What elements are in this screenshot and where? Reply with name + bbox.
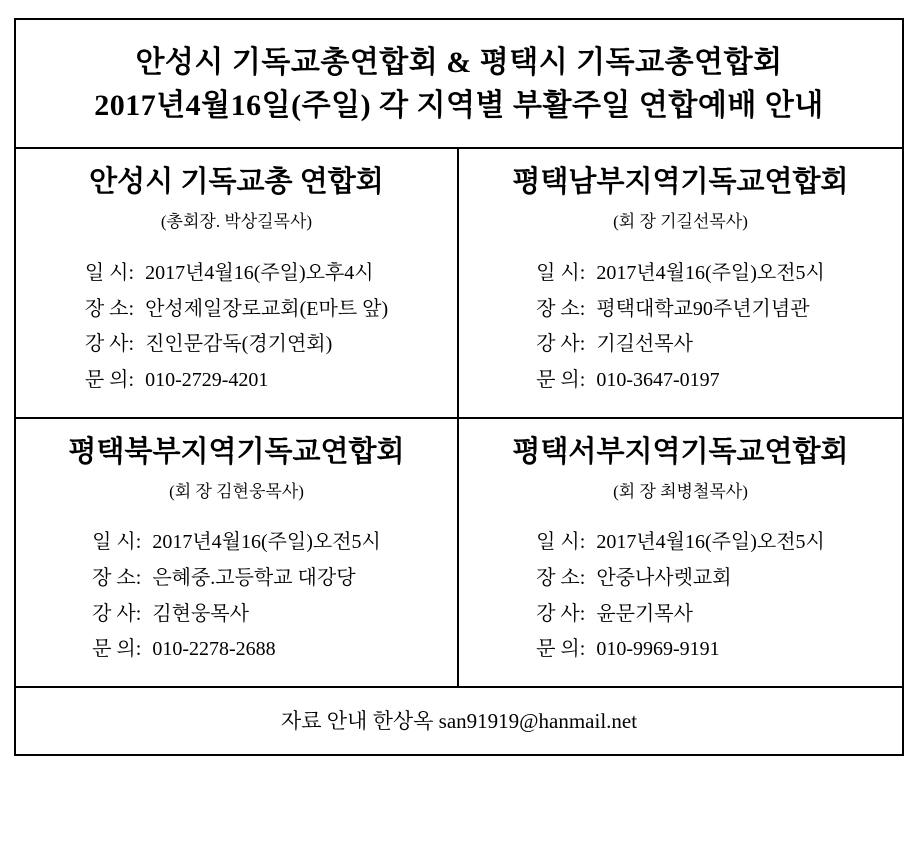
detail-line-speaker <box>92 597 381 633</box>
detail-value: 010-2729-4201 <box>145 368 269 391</box>
detail-label: 강 사: <box>84 333 135 356</box>
detail-line-datetime <box>92 525 381 561</box>
notice-footer <box>16 688 902 754</box>
detail-label: 강 사: <box>92 602 142 625</box>
detail-line-datetime <box>85 256 388 292</box>
detail-value: 2017년4월16(주일)오전5시 <box>596 531 825 554</box>
association-title: 평택북부지역기독교연합회 <box>68 435 405 468</box>
association-details <box>85 256 388 398</box>
detail-line-contact <box>536 363 825 399</box>
detail-value: 안성제일장로교회(E마트 앞) <box>145 297 389 320</box>
header-title-line-2: 2017년4월16일(주일) 각 지역별 부활주일 연합예배 안내 <box>94 88 824 122</box>
notice-table <box>14 18 904 756</box>
detail-value: 김현웅목사 <box>152 602 249 625</box>
detail-label: 장 소: <box>536 297 586 320</box>
association-cell-pyeongtaek-west <box>459 419 902 686</box>
detail-value: 안중나사렛교회 <box>596 567 732 590</box>
detail-line-location <box>85 292 388 328</box>
notice-header <box>16 20 902 149</box>
detail-label: 문 의: <box>84 368 135 391</box>
detail-value: 은혜중.고등학교 대강당 <box>152 567 356 590</box>
detail-line-contact <box>536 632 825 668</box>
detail-line-contact <box>85 363 388 399</box>
table-row <box>16 419 902 688</box>
association-title: 평택서부지역기독교연합회 <box>512 435 849 468</box>
detail-value: 2017년4월16(주일)오전5시 <box>152 531 381 554</box>
detail-label: 일 시: <box>92 531 142 554</box>
detail-label: 강 사: <box>536 602 586 625</box>
detail-value: 윤문기목사 <box>596 602 693 625</box>
association-chair: (회 장 기길선목사) <box>613 212 748 232</box>
association-cell-pyeongtaek-north <box>16 419 459 686</box>
detail-label: 일 시: <box>536 262 586 285</box>
detail-line-datetime <box>536 525 825 561</box>
detail-line-location <box>536 561 825 597</box>
detail-line-speaker <box>85 327 388 363</box>
detail-value: 2017년4월16(주일)오전5시 <box>596 262 825 285</box>
association-details <box>92 525 381 667</box>
detail-label: 문 의: <box>536 638 586 661</box>
header-title-line-1: 안성시 기독교총연합회 & 평택시 기독교총연합회 <box>135 46 783 79</box>
detail-line-datetime <box>536 256 825 292</box>
detail-label: 문 의: <box>92 638 142 661</box>
detail-line-location <box>92 561 381 597</box>
detail-value: 010-9969-9191 <box>596 638 720 661</box>
association-details <box>536 525 825 667</box>
detail-label: 일 시: <box>536 531 586 554</box>
detail-label: 일 시: <box>84 262 135 285</box>
table-row <box>16 149 902 418</box>
association-chair: (회 장 최병철목사) <box>613 481 748 501</box>
detail-label: 장 소: <box>92 567 142 590</box>
association-chair: (총회장. 박상길목사) <box>160 212 313 232</box>
detail-label: 장 소: <box>536 567 586 590</box>
association-details <box>536 256 825 398</box>
detail-line-speaker <box>536 327 825 363</box>
detail-label: 문 의: <box>536 368 586 391</box>
detail-value: 010-3647-0197 <box>596 368 720 391</box>
detail-value: 010-2278-2688 <box>152 638 276 661</box>
detail-value: 2017년4월16(주일)오후4시 <box>145 262 374 285</box>
association-cell-anseong <box>16 149 459 416</box>
detail-value: 진인문감독(경기연회) <box>145 333 333 356</box>
detail-line-location <box>536 292 825 328</box>
detail-value: 평택대학교90주년기념관 <box>596 297 810 320</box>
association-chair: (회 장 김현웅목사) <box>169 481 304 501</box>
detail-label: 강 사: <box>536 333 586 356</box>
detail-line-contact <box>92 632 381 668</box>
footer-contact-text: 자료 안내 한상옥 san91919@hanmail.net <box>280 708 638 733</box>
association-cell-pyeongtaek-south <box>459 149 902 416</box>
association-title: 안성시 기독교총 연합회 <box>89 166 384 199</box>
association-title: 평택남부지역기독교연합회 <box>512 166 849 199</box>
detail-line-speaker <box>536 597 825 633</box>
detail-value: 기길선목사 <box>596 333 693 356</box>
detail-label: 장 소: <box>84 297 135 320</box>
